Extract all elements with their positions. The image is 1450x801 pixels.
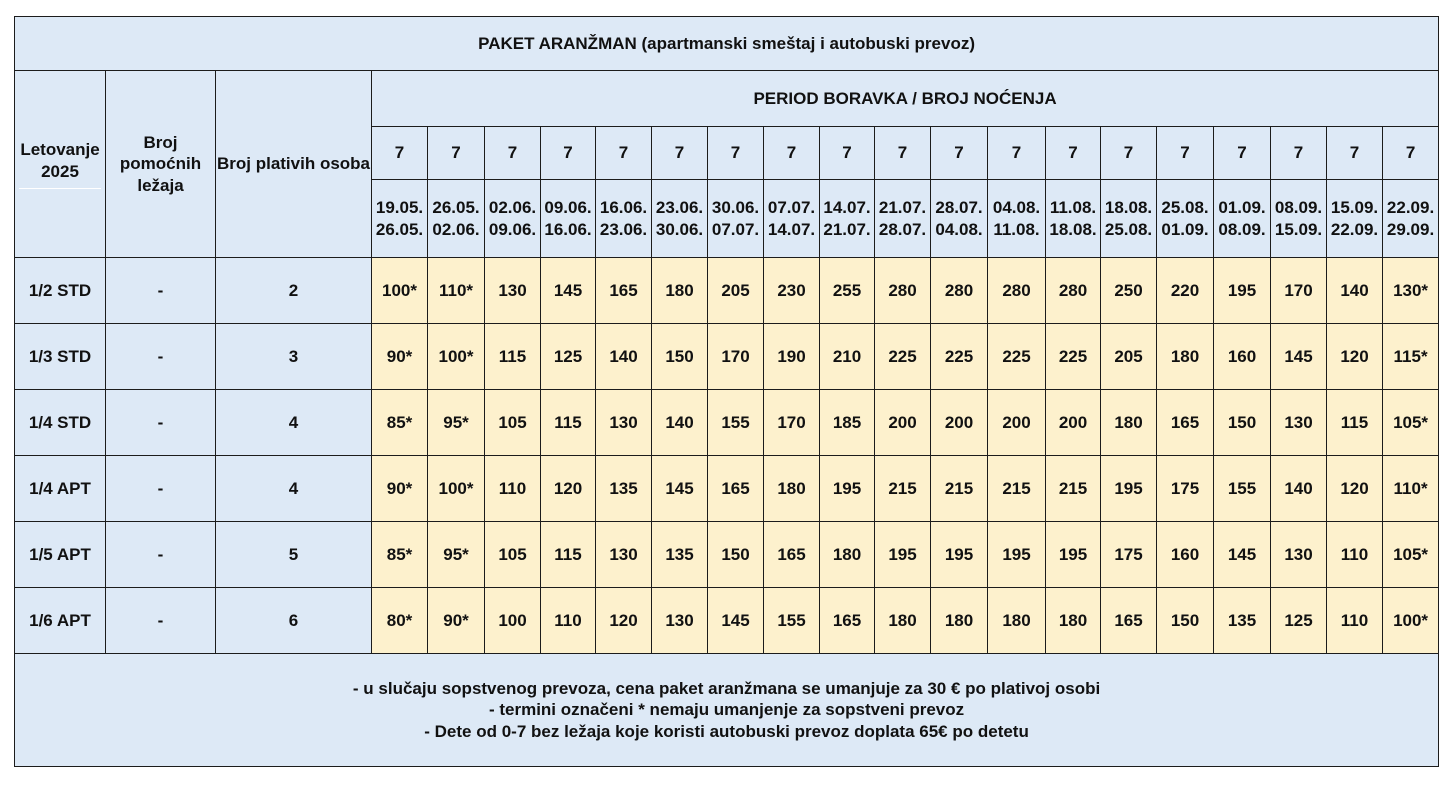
room-type-cell: 1/3 STD <box>15 324 106 390</box>
date-to: 15.09. <box>1274 219 1323 239</box>
price-cell: 175 <box>1157 456 1214 522</box>
price-cell: 110 <box>1327 522 1383 588</box>
price-cell: 150 <box>1157 588 1214 654</box>
price-cell: 105 <box>485 522 541 588</box>
table-row <box>15 258 1439 324</box>
aux-beds-cell: - <box>106 588 216 654</box>
price-cell: 255 <box>820 258 875 324</box>
date-to: 01.09. <box>1161 219 1209 239</box>
price-cell: 110 <box>1327 588 1383 654</box>
price-cell: 185 <box>820 390 875 456</box>
price-cell: 180 <box>1157 324 1214 390</box>
price-cell: 200 <box>875 390 931 456</box>
price-cell: 140 <box>1327 258 1383 324</box>
price-cell: 130 <box>1271 522 1327 588</box>
price-cell: 150 <box>1214 390 1271 456</box>
price-cell: 145 <box>708 588 764 654</box>
nights-cell: 7 <box>1383 127 1439 180</box>
price-cell: 220 <box>1157 258 1214 324</box>
nights-cell: 7 <box>764 127 820 180</box>
price-cell: 115 <box>1327 390 1383 456</box>
price-cell: 165 <box>1157 390 1214 456</box>
price-cell: 180 <box>820 522 875 588</box>
note-line: - u slučaju sopstvenog prevoza, cena paket aranžmana se umanjuje za 30 € po plativoj osobi <box>352 679 1101 699</box>
notes-row <box>15 654 1439 767</box>
price-cell: 115 <box>541 390 596 456</box>
price-cell: 145 <box>541 258 596 324</box>
price-cell: 180 <box>931 588 988 654</box>
nights-cell: 7 <box>1101 127 1157 180</box>
price-cell: 145 <box>1271 324 1327 390</box>
price-cell: 195 <box>1101 456 1157 522</box>
price-cell: 130 <box>596 390 652 456</box>
date-range-cell <box>931 180 988 258</box>
nights-cell: 7 <box>1157 127 1214 180</box>
price-cell: 110* <box>428 258 485 324</box>
date-to: 02.06. <box>432 219 480 239</box>
date-range-cell <box>1157 180 1214 258</box>
note-line: - termini označeni * nemaju umanjenje za sopstveni prevoz <box>488 700 965 720</box>
paying-persons-cell: 3 <box>216 324 372 390</box>
price-cell: 150 <box>708 522 764 588</box>
price-cell: 85* <box>372 390 428 456</box>
price-cell: 140 <box>596 324 652 390</box>
price-cell: 170 <box>1271 258 1327 324</box>
paying-persons-cell: 5 <box>216 522 372 588</box>
price-cell: 125 <box>541 324 596 390</box>
table-row <box>15 588 1439 654</box>
nights-cell: 7 <box>820 127 875 180</box>
price-cell: 155 <box>708 390 764 456</box>
season-label-line1: Letovanje <box>20 140 100 160</box>
price-cell: 180 <box>1046 588 1101 654</box>
price-cell: 225 <box>931 324 988 390</box>
price-cell: 160 <box>1157 522 1214 588</box>
price-cell: 130* <box>1383 258 1439 324</box>
price-cell: 100* <box>428 456 485 522</box>
date-from: 26.05. <box>432 198 480 218</box>
price-cell: 120 <box>1327 456 1383 522</box>
room-type-cell: 1/5 APT <box>15 522 106 588</box>
price-cell: 115 <box>541 522 596 588</box>
nights-cell: 7 <box>428 127 485 180</box>
table-title: PAKET ARANŽMAN (apartmanski smeštaj i autobuski prevoz) <box>15 17 1439 71</box>
date-to: 09.06. <box>488 219 537 239</box>
price-cell: 135 <box>596 456 652 522</box>
aux-beds-cell: - <box>106 522 216 588</box>
price-cell: 200 <box>1046 390 1101 456</box>
paying-persons-cell: 2 <box>216 258 372 324</box>
date-range-cell <box>708 180 764 258</box>
price-cell: 115 <box>485 324 541 390</box>
price-cell: 280 <box>1046 258 1101 324</box>
date-from: 14.07. <box>823 198 871 218</box>
price-cell: 85* <box>372 522 428 588</box>
date-to: 16.06. <box>544 219 592 239</box>
price-cell: 160 <box>1214 324 1271 390</box>
date-range-cell <box>764 180 820 258</box>
price-cell: 135 <box>1214 588 1271 654</box>
nights-cell: 7 <box>875 127 931 180</box>
date-from: 16.06. <box>599 198 648 218</box>
notes-cell <box>15 654 1439 767</box>
date-to: 26.05. <box>375 219 424 239</box>
date-to: 28.07. <box>878 219 927 239</box>
price-cell: 90* <box>372 456 428 522</box>
price-cell: 100* <box>428 324 485 390</box>
price-cell: 210 <box>820 324 875 390</box>
price-cell: 205 <box>1101 324 1157 390</box>
price-cell: 230 <box>764 258 820 324</box>
price-cell: 140 <box>652 390 708 456</box>
date-from: 04.08. <box>992 198 1041 218</box>
price-cell: 280 <box>875 258 931 324</box>
date-to: 23.06. <box>599 219 648 239</box>
price-cell: 120 <box>596 588 652 654</box>
room-type-cell: 1/4 STD <box>15 390 106 456</box>
date-from: 09.06. <box>544 198 592 218</box>
date-to: 29.09. <box>1386 219 1435 239</box>
price-cell: 95* <box>428 522 485 588</box>
price-cell: 105* <box>1383 522 1439 588</box>
paying-persons-cell: 4 <box>216 390 372 456</box>
date-range-cell <box>875 180 931 258</box>
price-cell: 195 <box>820 456 875 522</box>
price-cell: 125 <box>1271 588 1327 654</box>
price-cell: 155 <box>764 588 820 654</box>
aux-beds-cell: - <box>106 324 216 390</box>
price-cell: 215 <box>988 456 1046 522</box>
price-cell: 195 <box>875 522 931 588</box>
price-cell: 180 <box>652 258 708 324</box>
nights-cell: 7 <box>541 127 596 180</box>
aux-beds-cell: - <box>106 258 216 324</box>
price-cell: 110 <box>541 588 596 654</box>
price-cell: 120 <box>541 456 596 522</box>
nights-cell: 7 <box>1327 127 1383 180</box>
date-to: 21.07. <box>823 219 871 239</box>
price-cell: 100* <box>1383 588 1439 654</box>
date-from: 19.05. <box>375 198 424 218</box>
price-cell: 165 <box>708 456 764 522</box>
date-from: 21.07. <box>878 198 927 218</box>
date-range-cell <box>1383 180 1439 258</box>
date-from: 15.09. <box>1330 198 1379 218</box>
aux-beds-cell: - <box>106 390 216 456</box>
room-type-cell: 1/2 STD <box>15 258 106 324</box>
date-from: 23.06. <box>655 198 704 218</box>
nights-cell: 7 <box>652 127 708 180</box>
date-to: 11.08. <box>993 219 1040 239</box>
price-cell: 195 <box>1046 522 1101 588</box>
price-cell: 145 <box>652 456 708 522</box>
price-cell: 165 <box>820 588 875 654</box>
date-range-cell <box>485 180 541 258</box>
date-from: 01.09. <box>1218 198 1266 218</box>
date-range-cell <box>988 180 1046 258</box>
paying-persons-header: Broj plativih osoba <box>216 71 372 258</box>
aux-beds-header: Broj pomoćnih ležaja <box>106 71 216 258</box>
paying-persons-cell: 6 <box>216 588 372 654</box>
table-row <box>15 390 1439 456</box>
price-cell: 200 <box>988 390 1046 456</box>
price-cell: 115* <box>1383 324 1439 390</box>
price-cell: 195 <box>1214 258 1271 324</box>
title-row <box>15 17 1439 71</box>
price-cell: 150 <box>652 324 708 390</box>
date-to: 25.08. <box>1104 219 1153 239</box>
date-range-cell <box>1101 180 1157 258</box>
price-cell: 130 <box>652 588 708 654</box>
price-cell: 215 <box>931 456 988 522</box>
period-header: PERIOD BORAVKA / BROJ NOĆENJA <box>372 71 1439 127</box>
aux-beds-cell: - <box>106 456 216 522</box>
price-cell: 200 <box>931 390 988 456</box>
date-from: 28.07. <box>935 198 983 218</box>
price-cell: 130 <box>1271 390 1327 456</box>
date-range-cell <box>372 180 428 258</box>
nights-cell: 7 <box>988 127 1046 180</box>
date-range-cell <box>1327 180 1383 258</box>
date-range-cell <box>1046 180 1101 258</box>
price-cell: 175 <box>1101 522 1157 588</box>
nights-cell: 7 <box>1046 127 1101 180</box>
date-from: 11.08. <box>1049 198 1097 218</box>
date-to: 07.07. <box>711 219 760 239</box>
nights-cell: 7 <box>1271 127 1327 180</box>
price-cell: 215 <box>1046 456 1101 522</box>
price-cell: 250 <box>1101 258 1157 324</box>
date-to: 04.08. <box>935 219 983 239</box>
price-cell: 215 <box>875 456 931 522</box>
price-cell: 225 <box>875 324 931 390</box>
price-cell: 105 <box>485 390 541 456</box>
price-cell: 180 <box>1101 390 1157 456</box>
price-cell: 100* <box>372 258 428 324</box>
date-range-cell <box>820 180 875 258</box>
price-cell: 165 <box>1101 588 1157 654</box>
nights-cell: 7 <box>596 127 652 180</box>
price-cell: 120 <box>1327 324 1383 390</box>
price-cell: 170 <box>708 324 764 390</box>
note-line: - Dete od 0-7 bez ležaja koje koristi autobuski prevoz doplata 65€ po detetu <box>424 721 1029 741</box>
nights-cell: 7 <box>1214 127 1271 180</box>
price-cell: 145 <box>1214 522 1271 588</box>
date-range-cell <box>1271 180 1327 258</box>
nights-cell: 7 <box>485 127 541 180</box>
date-range-cell <box>541 180 596 258</box>
date-range-cell <box>428 180 485 258</box>
price-cell: 135 <box>652 522 708 588</box>
date-range-cell <box>652 180 708 258</box>
price-cell: 110 <box>485 456 541 522</box>
table-row <box>15 456 1439 522</box>
date-from: 02.06. <box>488 198 537 218</box>
date-range-cell <box>596 180 652 258</box>
date-range-cell <box>1214 180 1271 258</box>
paying-persons-cell: 4 <box>216 456 372 522</box>
price-cell: 165 <box>596 258 652 324</box>
price-cell: 195 <box>931 522 988 588</box>
price-cell: 225 <box>988 324 1046 390</box>
price-cell: 95* <box>428 390 485 456</box>
table-row <box>15 324 1439 390</box>
price-cell: 205 <box>708 258 764 324</box>
date-from: 18.08. <box>1104 198 1153 218</box>
date-to: 18.08. <box>1049 219 1097 239</box>
price-cell: 190 <box>764 324 820 390</box>
date-from: 22.09. <box>1386 198 1435 218</box>
price-table <box>14 16 1439 767</box>
price-cell: 225 <box>1046 324 1101 390</box>
nights-cell: 7 <box>708 127 764 180</box>
price-cell: 170 <box>764 390 820 456</box>
nights-cell: 7 <box>372 127 428 180</box>
date-to: 14.07. <box>767 219 816 239</box>
price-cell: 110* <box>1383 456 1439 522</box>
room-type-cell: 1/6 APT <box>15 588 106 654</box>
price-cell: 155 <box>1214 456 1271 522</box>
nights-cell: 7 <box>931 127 988 180</box>
price-cell: 280 <box>988 258 1046 324</box>
price-cell: 180 <box>988 588 1046 654</box>
date-from: 30.06. <box>711 198 760 218</box>
price-cell: 105* <box>1383 390 1439 456</box>
room-type-cell: 1/4 APT <box>15 456 106 522</box>
season-label <box>15 71 106 258</box>
price-cell: 195 <box>988 522 1046 588</box>
price-cell: 180 <box>875 588 931 654</box>
season-divider <box>19 188 101 189</box>
price-cell: 180 <box>764 456 820 522</box>
date-to: 30.06. <box>655 219 704 239</box>
season-label-line2: 2025 <box>41 161 79 181</box>
price-cell: 90* <box>372 324 428 390</box>
date-from: 07.07. <box>767 198 816 218</box>
price-cell: 165 <box>764 522 820 588</box>
price-cell: 90* <box>428 588 485 654</box>
price-cell: 100 <box>485 588 541 654</box>
date-from: 25.08. <box>1161 198 1209 218</box>
date-from: 08.09. <box>1274 198 1323 218</box>
price-cell: 280 <box>931 258 988 324</box>
price-cell: 130 <box>596 522 652 588</box>
table-row <box>15 522 1439 588</box>
date-to: 22.09. <box>1330 219 1379 239</box>
date-to: 08.09. <box>1218 219 1266 239</box>
price-cell: 80* <box>372 588 428 654</box>
price-cell: 140 <box>1271 456 1327 522</box>
period-header-row <box>15 71 1439 127</box>
price-cell: 130 <box>485 258 541 324</box>
